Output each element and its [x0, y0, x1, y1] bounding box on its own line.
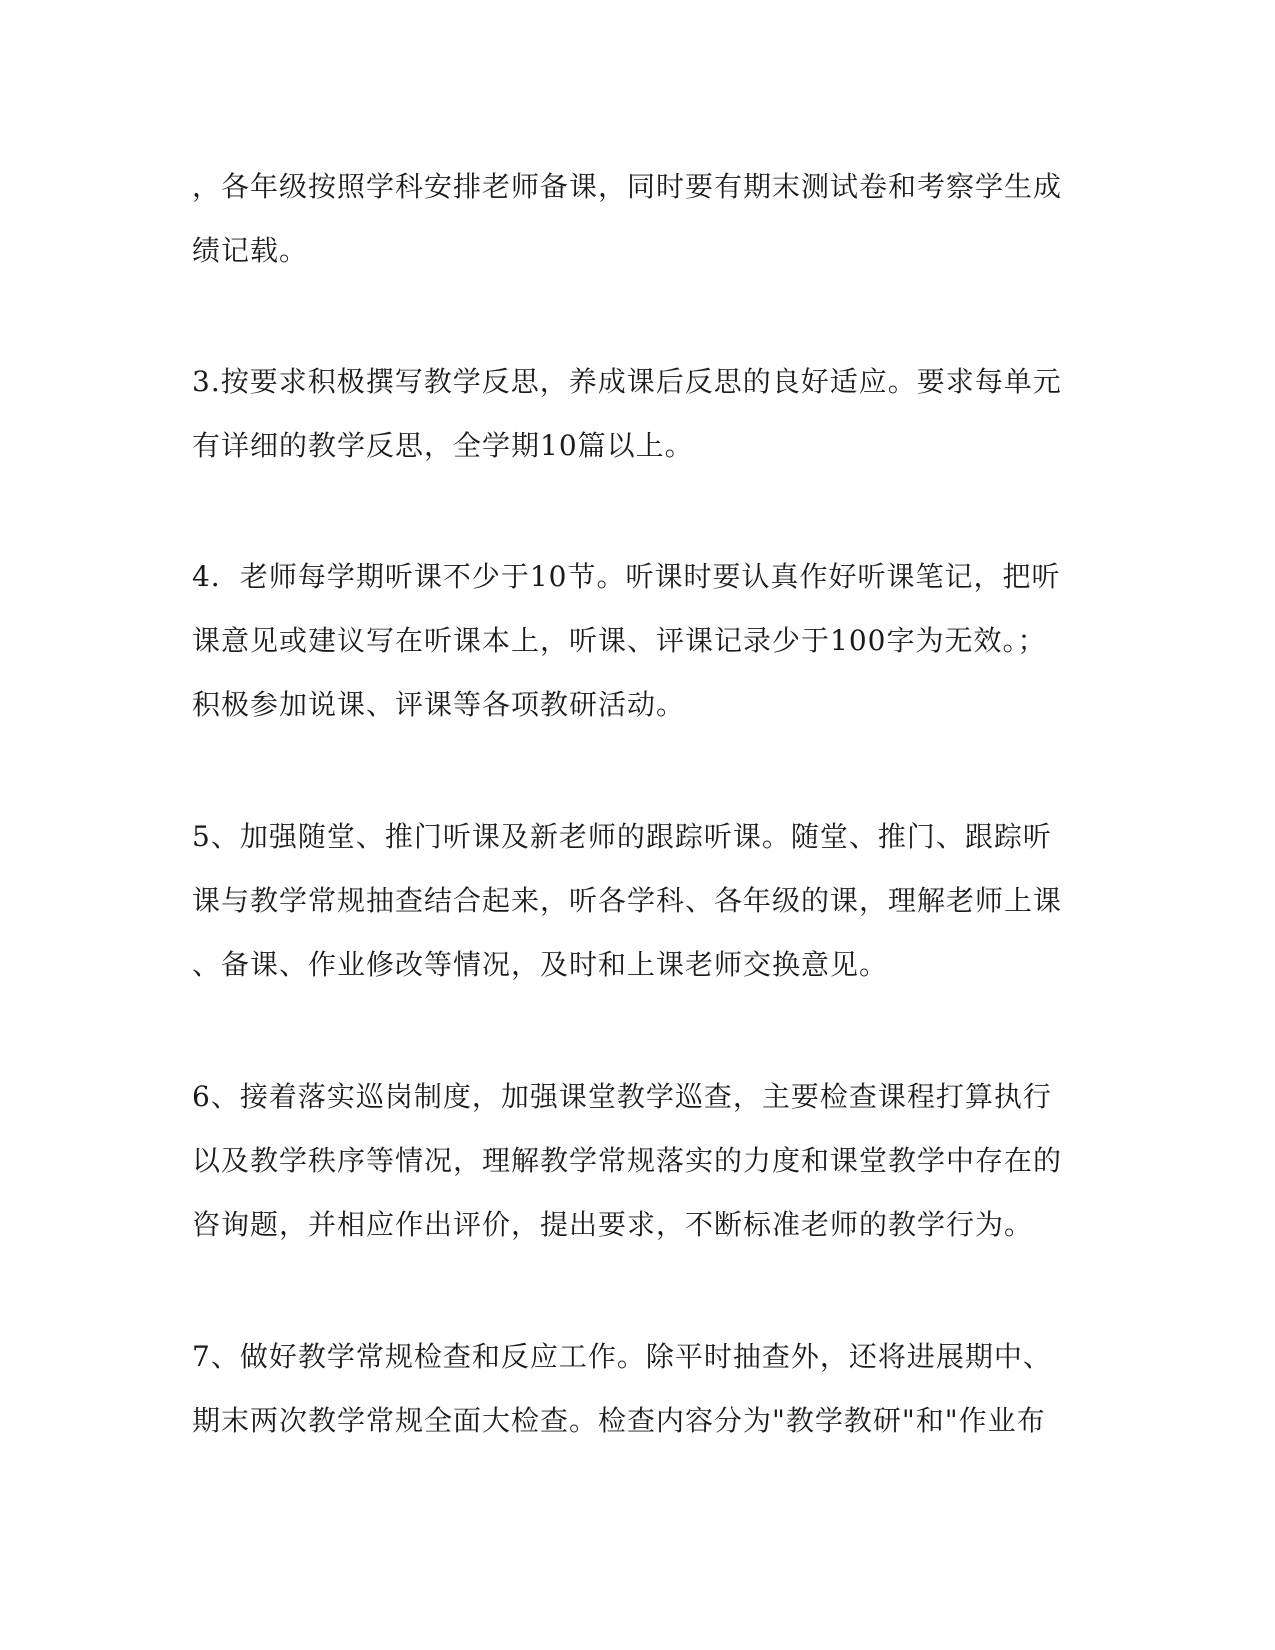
- text-line: 以及教学秩序等情况，理解教学常规落实的力度和课堂教学中存在的: [192, 1144, 1063, 1177]
- text-line: 7、做好教学常规检查和反应工作。除平时抽查外，还将进展期中、: [192, 1340, 1052, 1373]
- paragraph-item-7: [192, 1325, 1072, 1453]
- text-line: 绩记载。: [192, 234, 309, 267]
- text-line: 课意见或建议写在听课本上，听课、评课记录少于100字为无效。；: [192, 624, 1047, 657]
- text-line: 有详细的教学反思，全学期10篇以上。: [192, 429, 694, 462]
- text-line: 咨询题，并相应作出评价，提出要求，不断标准老师的教学行为。: [192, 1208, 1034, 1241]
- text-line: ，各年级按照学科安排老师备课，同时要有期末测试卷和考察学生成: [192, 170, 1063, 203]
- text-line: 、备课、作业修改等情况，及时和上课老师交换意见。: [192, 948, 889, 981]
- text-line: 积极参加说课、评课等各项教研活动。: [192, 688, 686, 721]
- paragraph-item-6: [192, 1065, 1072, 1257]
- text-line: 期末两次教学常规全面大检查。检查内容分为"教学教研"和"作业布: [192, 1404, 1046, 1437]
- text-line: 4．老师每学期听课不少于10节。听课时要认真作好听课笔记，把听: [192, 560, 1061, 593]
- text-line: 3.按要求积极撰写教学反思，养成课后反思的良好适应。要求每单元: [192, 365, 1062, 398]
- text-line: 6、接着落实巡岗制度，加强课堂教学巡查，主要检查课程打算执行: [192, 1080, 1052, 1113]
- paragraph-lesson-preparation: [192, 155, 1072, 283]
- text-line: 5、加强随堂、推门听课及新老师的跟踪听课。随堂、推门、跟踪听: [192, 820, 1052, 853]
- paragraph-item-3: [192, 350, 1072, 478]
- text-line: 课与教学常规抽查结合起来，听各学科、各年级的课，理解老师上课: [192, 884, 1063, 917]
- paragraph-item-4: [192, 545, 1072, 737]
- paragraph-item-5: [192, 805, 1072, 997]
